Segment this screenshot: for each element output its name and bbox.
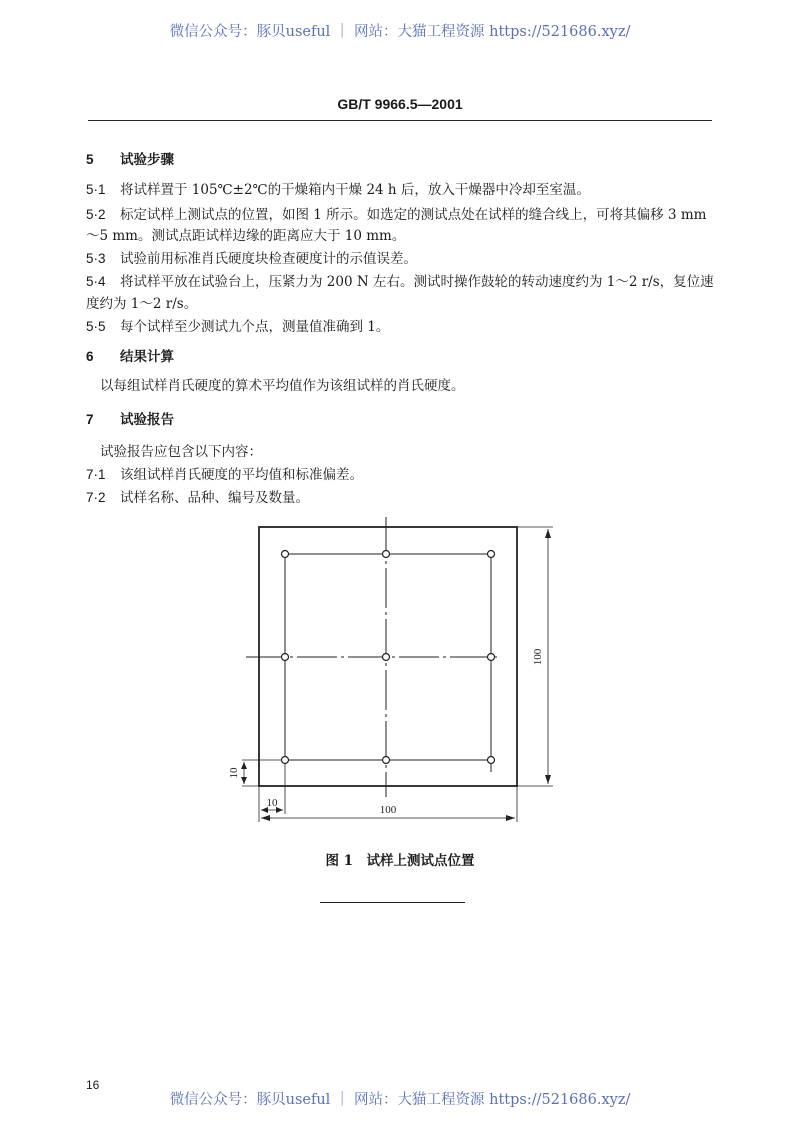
- test-point: [383, 757, 390, 764]
- figure-caption: 图 1 试样上测试点位置: [325, 853, 475, 869]
- section-7-heading: 7 试验报告: [86, 412, 174, 428]
- page-number: 16: [86, 1078, 100, 1092]
- item-5-2-cont: ～5 mm。测试点距试样边缘的距离应大于 10 mm。: [86, 228, 406, 244]
- end-rule: [320, 902, 465, 903]
- item-5-4-cont: 度约为 1～2 r/s。: [86, 296, 198, 312]
- standard-header: GB/T 9966.5—2001: [337, 96, 463, 112]
- offset-x-dimension-label: 10: [266, 797, 278, 809]
- item-5-4: 5·4 将试样平放在试验台上，压紧力为 200 N 左右。测试时操作鼓轮的转动速度约为 1～2 r/s，复位速: [86, 274, 714, 290]
- test-point: [383, 551, 390, 558]
- section-6-heading: 6 结果计算: [86, 349, 174, 365]
- item-5-3: 5·3 试验前用标准肖氏硬度块检查硬度计的示值误差。: [86, 251, 417, 267]
- watermark-top: 微信公众号：豚贝useful ｜ 网站：大猫工程资源 https://521686.xyz/: [169, 24, 631, 40]
- offset-y-dimension-label: 10: [228, 767, 240, 779]
- item-7-2: 7·2 试样名称、品种、编号及数量。: [86, 490, 309, 506]
- test-point: [488, 757, 495, 764]
- test-point: [282, 654, 289, 661]
- section-7-paragraph: 试验报告应包含以下内容：: [100, 444, 262, 460]
- section-5-heading: 5 试验步骤: [86, 152, 174, 168]
- test-point: [383, 654, 390, 661]
- test-point: [488, 551, 495, 558]
- test-point: [282, 551, 289, 558]
- item-5-2: 5·2 标定试样上测试点的位置，如图 1 所示。如选定的测试点处在试样的缝合线上，可将其偏移 3 mm: [86, 207, 707, 223]
- test-point: [282, 757, 289, 764]
- watermark-bottom: 微信公众号：豚贝useful ｜ 网站：大猫工程资源 https://521686.xyz/: [169, 1092, 631, 1108]
- item-5-1: 5·1 将试样置于 105℃±2℃的干燥箱内干燥 24 h 后，放入干燥器中冷却至室温。: [86, 182, 590, 198]
- test-point: [488, 654, 495, 661]
- item-5-5: 5·5 每个试样至少测试九个点，测量值准确到 1。: [86, 319, 390, 335]
- item-7-1: 7·1 该组试样肖氏硬度的平均值和标准偏差。: [86, 467, 363, 483]
- section-6-paragraph: 以每组试样肖氏硬度的算术平均值作为该组试样的肖氏硬度。: [100, 378, 465, 394]
- height-dimension-label: 100: [532, 648, 544, 666]
- width-dimension-label: 100: [379, 804, 397, 816]
